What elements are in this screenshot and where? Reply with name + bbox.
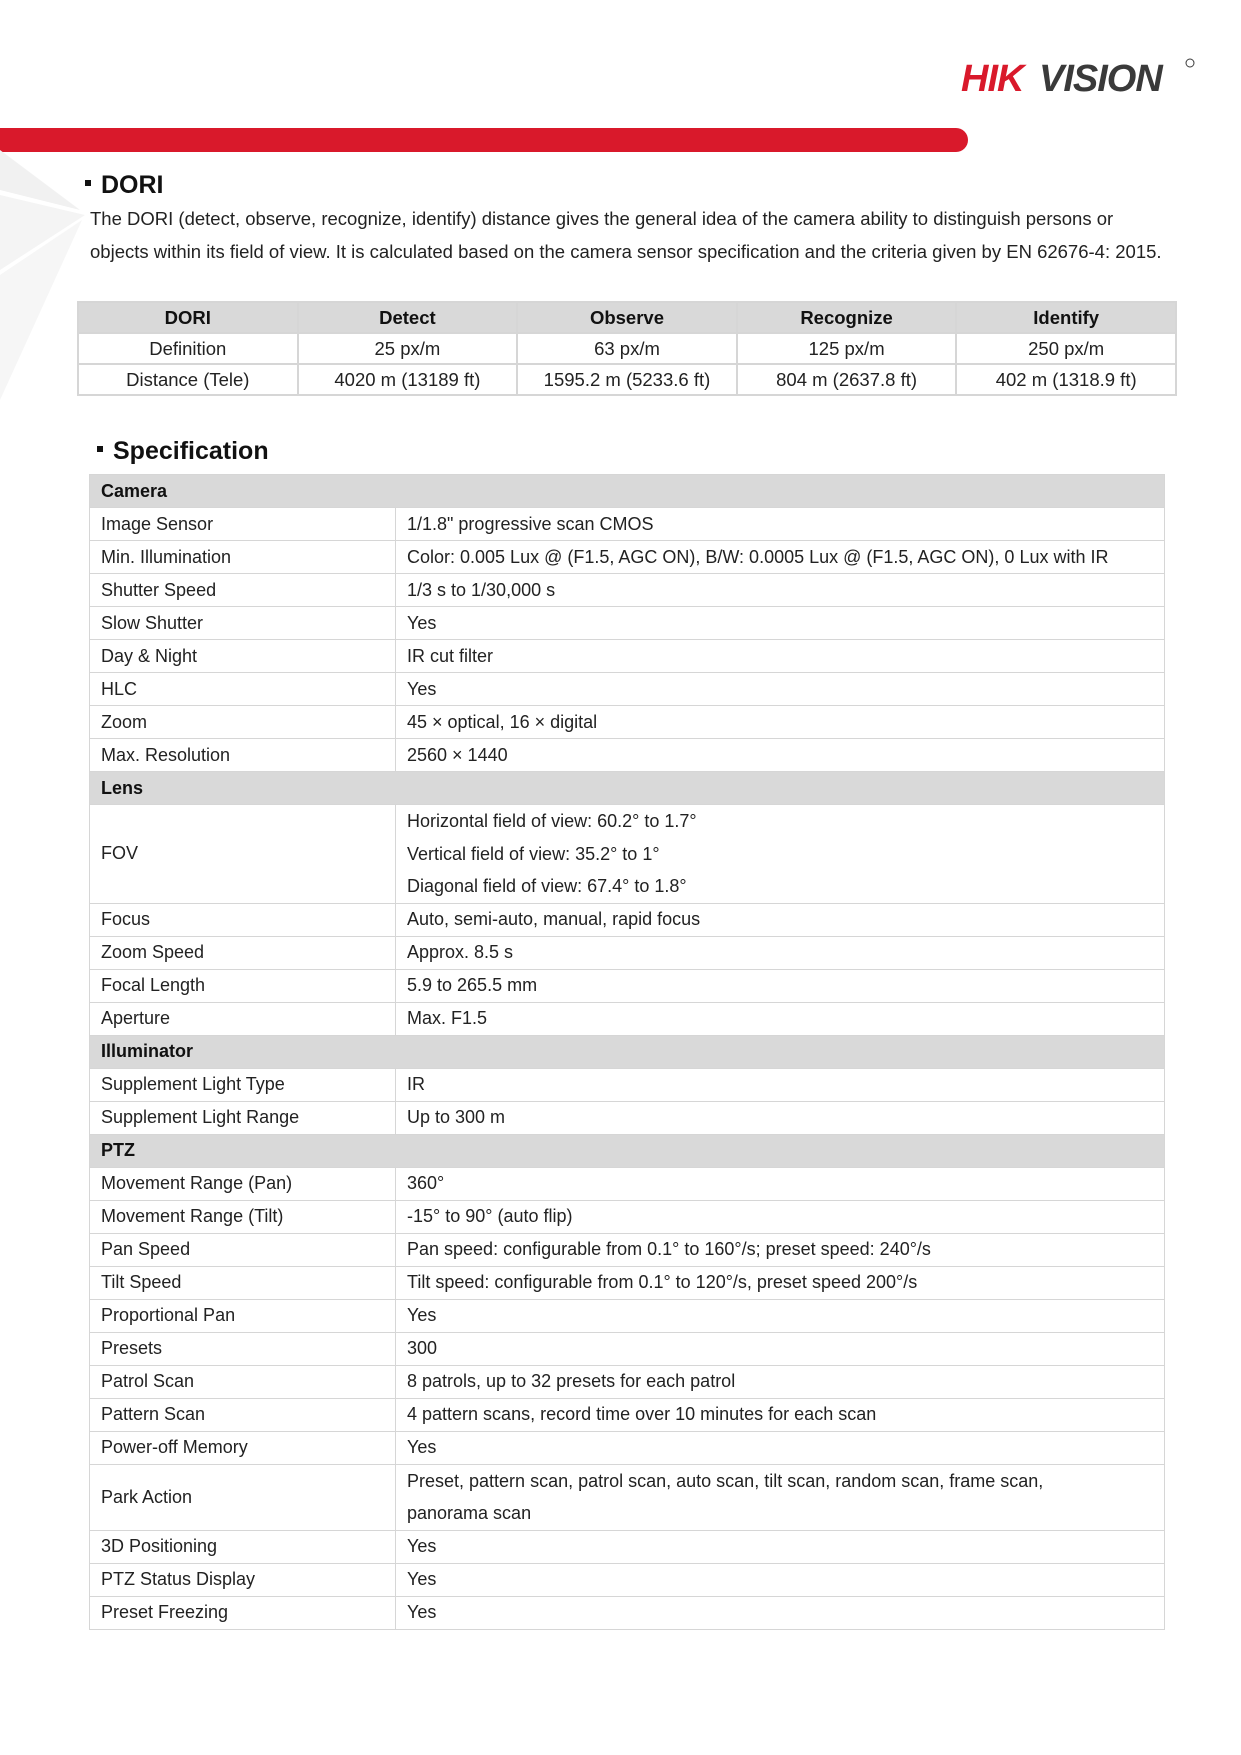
spec-section-title: Specification — [97, 437, 269, 466]
spec-key: FOV — [90, 805, 396, 904]
spec-key: Proportional Pan — [90, 1299, 396, 1332]
dori-cell: 402 m (1318.9 ft) — [956, 364, 1176, 395]
spec-group-row — [90, 475, 1165, 508]
dori-cell: Definition — [78, 333, 298, 364]
spec-key: Supplement Light Range — [90, 1101, 396, 1134]
table-row — [90, 1101, 1165, 1134]
spec-group-row — [90, 1134, 1165, 1167]
spec-value-line: Vertical field of view: 35.2° to 1° — [407, 843, 660, 864]
spec-key: Movement Range (Tilt) — [90, 1200, 396, 1233]
table-row — [90, 969, 1165, 1002]
spec-value: 5.9 to 265.5 mm — [396, 969, 1165, 1002]
dori-cell: 125 px/m — [737, 333, 957, 364]
table-row — [90, 1398, 1165, 1431]
spec-group-label: Camera — [90, 475, 1165, 508]
spec-value: 4 pattern scans, record time over 10 minutes for each scan — [396, 1398, 1165, 1431]
spec-value: 2560 × 1440 — [396, 739, 1165, 772]
table-row — [90, 805, 1165, 904]
spec-value: Max. F1.5 — [396, 1002, 1165, 1035]
dori-cell: 1595.2 m (5233.6 ft) — [517, 364, 737, 395]
dori-cell: 250 px/m — [956, 333, 1176, 364]
dori-cell: 4020 m (13189 ft) — [298, 364, 518, 395]
spec-value: Color: 0.005 Lux @ (F1.5, AGC ON), B/W: 0.0005 Lux @ (F1.5, AGC ON), 0 Lux with IR — [396, 541, 1165, 574]
table-row — [90, 903, 1165, 936]
spec-key: Power-off Memory — [90, 1431, 396, 1464]
spec-key: Focal Length — [90, 969, 396, 1002]
table-row — [78, 364, 1176, 395]
dori-section-title: DORI — [85, 171, 164, 200]
dori-cell: 25 px/m — [298, 333, 518, 364]
spec-key: Tilt Speed — [90, 1266, 396, 1299]
spec-value: 1/1.8" progressive scan CMOS — [396, 508, 1165, 541]
spec-value: IR — [396, 1068, 1165, 1101]
spec-value: Yes — [396, 1596, 1165, 1629]
spec-group-label: PTZ — [90, 1134, 1165, 1167]
spec-key: Focus — [90, 903, 396, 936]
table-row — [90, 1200, 1165, 1233]
spec-value: Yes — [396, 1563, 1165, 1596]
spec-value: Pan speed: configurable from 0.1° to 160°/s; preset speed: 240°/s — [396, 1233, 1165, 1266]
dori-header-cell: Observe — [517, 302, 737, 333]
hikvision-logo — [961, 55, 1196, 101]
spec-value: Tilt speed: configurable from 0.1° to 120°/s, preset speed 200°/s — [396, 1266, 1165, 1299]
dori-header-cell: Recognize — [737, 302, 957, 333]
spec-group-row — [90, 1035, 1165, 1068]
spec-value: Yes — [396, 1299, 1165, 1332]
table-row — [90, 1332, 1165, 1365]
table-row — [90, 574, 1165, 607]
spec-group-label: Lens — [90, 772, 1165, 805]
spec-key: Image Sensor — [90, 508, 396, 541]
spec-table-body — [90, 475, 1165, 1630]
bullet-icon — [97, 446, 103, 452]
spec-key: HLC — [90, 673, 396, 706]
spec-value: 1/3 s to 1/30,000 s — [396, 574, 1165, 607]
spec-value: Yes — [396, 607, 1165, 640]
table-row — [90, 1266, 1165, 1299]
spec-value: 8 patrols, up to 32 presets for each patrol — [396, 1365, 1165, 1398]
dori-intro-text: The DORI (detect, observe, recognize, identify) distance gives the general idea of the camera ability to distinguish persons or objects within its field of view. It is calculated based on the camera sensor specification and the criteria given by EN 62676-4: 2015. — [90, 208, 1162, 262]
spec-key: PTZ Status Display — [90, 1563, 396, 1596]
spec-value — [396, 805, 1165, 904]
svg-text:VISION: VISION — [1039, 58, 1162, 100]
dori-header-cell: Identify — [956, 302, 1176, 333]
dori-table — [77, 301, 1177, 396]
spec-key: Aperture — [90, 1002, 396, 1035]
spec-value: 300 — [396, 1332, 1165, 1365]
spec-key: Pattern Scan — [90, 1398, 396, 1431]
spec-table — [89, 474, 1165, 1630]
spec-key: Supplement Light Type — [90, 1068, 396, 1101]
spec-value: Up to 300 m — [396, 1101, 1165, 1134]
svg-text:HIK: HIK — [961, 58, 1024, 100]
spec-key: Patrol Scan — [90, 1365, 396, 1398]
header-red-bar — [0, 128, 968, 152]
table-row — [90, 936, 1165, 969]
spec-value: Auto, semi-auto, manual, rapid focus — [396, 903, 1165, 936]
spec-key: Max. Resolution — [90, 739, 396, 772]
dori-header-row — [78, 302, 1176, 333]
spec-value: 45 × optical, 16 × digital — [396, 706, 1165, 739]
table-row — [90, 541, 1165, 574]
table-row — [90, 706, 1165, 739]
spec-value-line: Preset, pattern scan, patrol scan, auto scan, tilt scan, random scan, frame scan, — [407, 1470, 1044, 1491]
table-row — [90, 1365, 1165, 1398]
spec-key: 3D Positioning — [90, 1530, 396, 1563]
table-row — [90, 1233, 1165, 1266]
spec-value-line: Horizontal field of view: 60.2° to 1.7° — [407, 811, 697, 831]
spec-group-row — [90, 772, 1165, 805]
dori-header-cell: DORI — [78, 302, 298, 333]
spec-key: Presets — [90, 1332, 396, 1365]
table-row — [90, 1431, 1165, 1464]
table-row — [90, 1530, 1165, 1563]
table-row — [90, 640, 1165, 673]
dori-cell: Distance (Tele) — [78, 364, 298, 395]
table-row — [78, 333, 1176, 364]
spec-value-line: panorama scan — [407, 1503, 532, 1523]
spec-key: Pan Speed — [90, 1233, 396, 1266]
table-row — [90, 1464, 1165, 1530]
spec-value-line: Diagonal field of view: 67.4° to 1.8° — [407, 876, 687, 896]
spec-key: Slow Shutter — [90, 607, 396, 640]
spec-value: Yes — [396, 1530, 1165, 1563]
table-row — [90, 1167, 1165, 1200]
dori-header-cell: Detect — [298, 302, 518, 333]
spec-key: Movement Range (Pan) — [90, 1167, 396, 1200]
spec-key: Zoom Speed — [90, 936, 396, 969]
table-row — [90, 607, 1165, 640]
dori-cell: 804 m (2637.8 ft) — [737, 364, 957, 395]
table-row — [90, 1299, 1165, 1332]
table-row — [90, 739, 1165, 772]
spec-key: Preset Freezing — [90, 1596, 396, 1629]
spec-group-label: Illuminator — [90, 1035, 1165, 1068]
spec-key: Day & Night — [90, 640, 396, 673]
spec-value: Approx. 8.5 s — [396, 936, 1165, 969]
dori-cell: 63 px/m — [517, 333, 737, 364]
table-row — [90, 508, 1165, 541]
spec-value: IR cut filter — [396, 640, 1165, 673]
table-row — [90, 1002, 1165, 1035]
table-row — [90, 1068, 1165, 1101]
spec-value: 360° — [396, 1167, 1165, 1200]
table-row — [90, 673, 1165, 706]
spec-key: Min. Illumination — [90, 541, 396, 574]
spec-value: Yes — [396, 673, 1165, 706]
spec-value: -15° to 90° (auto flip) — [396, 1200, 1165, 1233]
spec-key: Park Action — [90, 1464, 396, 1530]
spec-value — [396, 1464, 1165, 1530]
table-row — [90, 1563, 1165, 1596]
spec-value: Yes — [396, 1431, 1165, 1464]
spec-key: Shutter Speed — [90, 574, 396, 607]
bullet-icon — [85, 180, 91, 186]
table-row — [90, 1596, 1165, 1629]
spec-key: Zoom — [90, 706, 396, 739]
